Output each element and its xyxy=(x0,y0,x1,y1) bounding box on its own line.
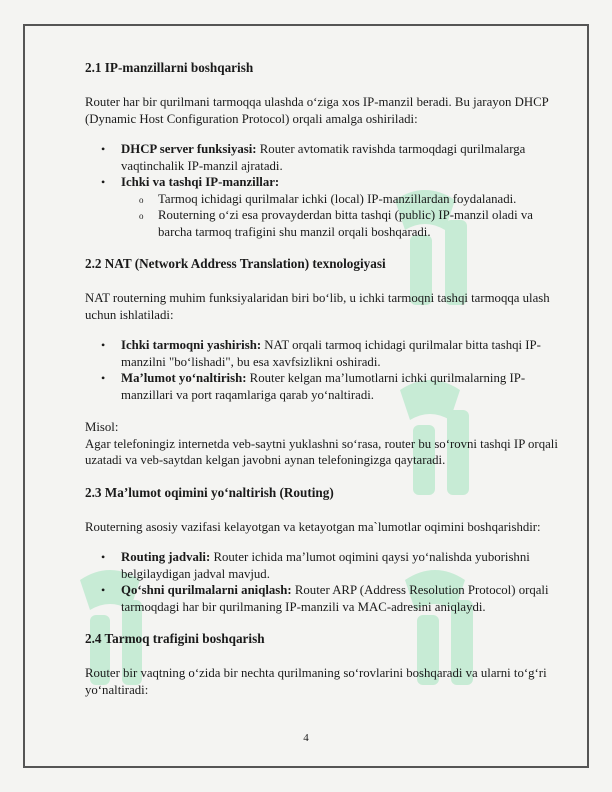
section-heading: 2.2 NAT (Network Address Translation) texnologiyasi xyxy=(85,256,386,271)
list-item xyxy=(85,174,570,240)
bold-term: Ichki va tashqi IP-manzillar: xyxy=(121,175,280,189)
bullet-list xyxy=(85,141,570,240)
paragraph: NAT routerning muhim funksiyalaridan biri bo‘lib, u ichki tarmoqni tashqi tarmoqqa ulash uchun ishlatiladi: xyxy=(85,291,550,322)
bold-term: Qo‘shni qurilmalarni aniqlash: xyxy=(121,583,292,597)
item-text: Router ARP (Address Resolution Protocol) orqali tarmoqdagi har bir qurilmaning IP-manzili va MAC-adresini aniqlaydi. xyxy=(121,583,549,614)
section-heading: 2.4 Tarmoq trafigini boshqarish xyxy=(85,631,265,646)
bold-term: Routing jadvali: xyxy=(121,550,211,564)
bold-term: Ma’lumot yo‘naltirish: xyxy=(121,371,247,385)
sub-list xyxy=(121,191,570,241)
example-text: Agar telefoningiz internetda veb-saytni yuklashni so‘rasa, router bu so‘rovni tashqi IP orqali uzatadi va veb-saytdan kelgan javobni aynan telefoningizga qaytaradi. xyxy=(85,436,558,467)
paragraph: Router bir vaqtning o‘zida bir nechta qurilmaning so‘rovlarini boshqaradi va ularni to‘g‘ri yo‘naltiradi: xyxy=(85,666,547,697)
item-text: Router ichida ma’lumot oqimini qaysi yo‘nalishda yuborishni belgilaydigan jadval mavjud. xyxy=(121,550,530,581)
section-heading: 2.1 IP-manzillarni boshqarish xyxy=(85,60,254,75)
bullet-list xyxy=(85,337,570,403)
item-text: NAT orqali tarmoq ichidagi qurilmalar bitta tashqi IP-manzilni "bo‘lishadi", bu esa xavfsizlikni oshiradi. xyxy=(121,338,541,369)
list-item xyxy=(85,549,570,582)
list-item xyxy=(85,370,570,403)
list-item xyxy=(85,141,570,174)
paragraph: Routerning asosiy vazifasi kelayotgan va ketayotgan ma`lumotlar oqimini boshqarishdir: xyxy=(85,519,541,534)
document-body xyxy=(85,60,570,712)
page-number: 4 xyxy=(303,732,309,744)
bullet-list xyxy=(85,549,570,615)
section-heading: 2.3 Ma’lumot oqimini yo‘naltirish (Routing) xyxy=(85,484,334,500)
example-label: Misol: xyxy=(85,420,119,434)
sub-list-item: o Routerning o‘zi esa provayderdan bitta tashqi (public) IP-manzil oladi va barcha tarmoq trafigini shu manzil orqali boshqaradi. xyxy=(121,207,570,240)
bold-term: DHCP server funksiyasi: xyxy=(121,142,257,156)
sub-list-item: o Tarmoq ichidagi qurilmalar ichki (local) IP-manzillardan foydalanadi. xyxy=(121,191,570,208)
item-text: Router kelgan ma’lumotlarni ichki qurilmalarning IP-manzillari va port raqamlariga qarab yo‘naltiradi. xyxy=(121,371,526,402)
bold-term: Ichki tarmoqni yashirish: xyxy=(121,338,262,352)
example-block xyxy=(85,419,570,469)
paragraph: Router har bir qurilmani tarmoqqa ulashda o‘ziga xos IP-manzil beradi. Bu jarayon DHCP (Dynamic Host Configuration Protocol) orqali amalga oshiriladi: xyxy=(85,95,549,126)
item-text: Router avtomatik ravishda tarmoqdagi qurilmalarga vaqtinchalik IP-manzil ajratadi. xyxy=(121,142,526,173)
list-item xyxy=(85,337,570,370)
list-item xyxy=(85,582,570,615)
